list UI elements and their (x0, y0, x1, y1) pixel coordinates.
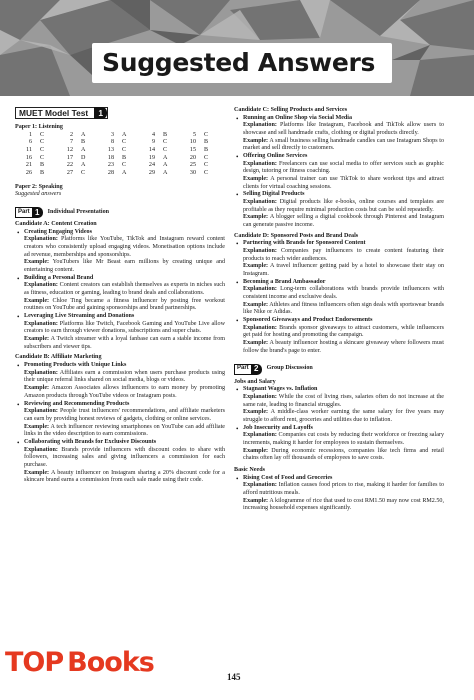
paragraph-text: Platforms like Instagram, Facebook and TikTok allow users to showcase and sell handmade crafts, clothing or digital products directly. (243, 122, 444, 137)
answer-letter: C (204, 162, 209, 169)
explanation-paragraph (15, 370, 225, 385)
paragraph-text: Chloe Ting became a fitness influencer by posting free workout routines on YouTube and gaining sponsorships and brand partnerships. (24, 297, 225, 312)
answer-cell (101, 139, 142, 147)
example-paragraph (234, 176, 444, 191)
paragraph-lead: Example: (24, 385, 50, 392)
answer-cell (101, 162, 142, 170)
explanation-paragraph (234, 122, 444, 137)
example-paragraph (15, 424, 225, 439)
answer-grid (19, 132, 225, 178)
part2-label: Part (234, 364, 251, 375)
answer-number: 1 (28, 131, 32, 138)
paragraph-text: A middle-class worker earning the same salary for five years may struggle to afford rent, groceries and utilities due to inflation. (243, 409, 444, 423)
example-paragraph (234, 340, 444, 355)
answer-letter: A (81, 162, 86, 169)
paragraph-lead: Explanation: (243, 324, 277, 331)
paragraph-text: A beauty influencer on Instagram sharing a 20% discount code for a skincare brand earns a commission from each sale made using their code. (24, 469, 225, 484)
right-column (234, 104, 444, 513)
paragraph-lead: Explanation: (24, 320, 58, 327)
paragraph-lead: Explanation: (243, 482, 277, 489)
bullet-item-title: Job Insecurity and Layoffs (243, 424, 313, 431)
answer-number: 12 (66, 147, 73, 154)
bullet-item (15, 313, 225, 321)
logo-top: TOP (5, 647, 64, 678)
bullet-item-title: Building a Personal Brand (24, 274, 94, 281)
bullet-item (15, 229, 225, 237)
answer-cell (19, 147, 60, 155)
paragraph-text: People trust influencers' recommendations, and affiliate marketers can earn by providing honest reviews of gadgets, clothing or online services. (24, 408, 225, 422)
page-title: Suggested Answers (102, 48, 376, 78)
answer-letter: C (81, 170, 86, 177)
answer-cell (183, 147, 224, 155)
bullet-item-title: Rising Cost of Food and Groceries (243, 474, 333, 481)
answer-letter: A (122, 131, 127, 138)
answer-number: 26 (25, 170, 32, 177)
answer-letter: A (163, 154, 168, 161)
paragraph-text: A Twitch streamer with a loyal fanbase can earn a stable income from subscribers and viewer tips. (24, 336, 225, 350)
paragraph-lead: Explanation: (24, 446, 58, 453)
answer-cell (60, 162, 101, 170)
part2-heading (234, 364, 444, 375)
paragraph-text: Brands sponsor giveaways to attract customers, while influencers get paid for hosting and promoting the campaign. (243, 324, 444, 339)
answer-letter: A (163, 162, 168, 169)
answer-letter: C (40, 154, 45, 161)
paragraph-text: Long-term collaborations with brands provide influencers with consistent income and exclusive deals. (243, 286, 444, 301)
answer-letter: B (204, 147, 209, 154)
answer-letter: A (163, 170, 168, 177)
paragraph-lead: Explanation: (243, 432, 277, 439)
paragraph-lead: Example: (243, 214, 269, 221)
answer-number: 29 (148, 170, 155, 177)
bullet-item-title: Running an Online Shop via Social Media (243, 114, 353, 121)
bullet-item-title: Offering Online Services (243, 153, 308, 160)
answer-letter: B (204, 139, 209, 146)
answer-letter: B (81, 139, 86, 146)
paragraph-lead: Explanation: (243, 160, 277, 167)
answer-cell (19, 170, 60, 178)
example-paragraph (234, 498, 444, 513)
answer-number: 20 (189, 154, 196, 161)
paragraph-lead: Explanation: (243, 286, 277, 293)
example-paragraph (234, 448, 444, 463)
bullet-item-title: Stagnant Wages vs. Inflation (243, 386, 318, 393)
bullet-item (234, 115, 444, 123)
answer-number: 8 (110, 139, 114, 146)
right-bottom-content (234, 379, 444, 513)
bullet-item-title: Promoting Products with Unique Links (24, 362, 127, 369)
bullet-item (234, 425, 444, 433)
answer-number: 25 (189, 162, 196, 169)
paragraph-lead: Example: (243, 497, 269, 504)
answer-letter: B (163, 131, 168, 138)
paragraph-text: YouTubers like Mr Beast earn millions by creating unique and entertaining content. (24, 259, 225, 274)
paragraph-text: During economic recessions, companies like tech firms and retail chains often lay off thousands of employees to save costs. (243, 447, 444, 462)
bullet-item (234, 386, 444, 394)
paragraph-text: A blogger selling a digital cookbook through Pinterest and Instagram can generate passive income. (243, 214, 444, 229)
answer-cell (183, 155, 224, 163)
example-paragraph (234, 214, 444, 229)
answer-cell (101, 155, 142, 163)
answer-letter: A (81, 131, 86, 138)
example-paragraph (15, 470, 225, 485)
explanation-paragraph (234, 482, 444, 497)
answer-cell (183, 170, 224, 178)
example-paragraph (15, 259, 225, 274)
explanation-paragraph (234, 325, 444, 340)
answer-number: 24 (148, 162, 155, 169)
explanation-paragraph (234, 161, 444, 176)
answer-number: 17 (66, 154, 73, 161)
answer-letter: C (40, 131, 45, 138)
answer-number: 30 (189, 170, 196, 177)
paragraph-text: Platforms like Twitch, Facebook Gaming and YouTube Live allow creators to earn through viewer donations, subscriptions and super chats. (24, 320, 225, 335)
bullet-item-title: Sponsored Giveaways and Product Endorsements (243, 317, 373, 324)
paragraph-text: A tech influencer reviewing smartphones on YouTube can add affiliate links in the video description to earn commissions. (24, 423, 225, 438)
answer-letter: C (163, 139, 168, 146)
answer-number: 9 (151, 139, 155, 146)
left-content (15, 221, 225, 485)
bullet-item-title: Creating Engaging Videos (24, 228, 92, 235)
paragraph-lead: Example: (243, 409, 269, 416)
title-box (92, 43, 392, 83)
paragraph-text: A small business selling handmade candles can use Instagram Shops to market and sell directly to customers. (243, 137, 444, 152)
paragraph-text: A beauty influencer hosting a skincare giveaway where followers must follow the brand's page to enter. (243, 340, 444, 354)
answer-number: 22 (66, 162, 73, 169)
right-top-content (234, 107, 444, 356)
bullet-item (15, 439, 225, 447)
answer-cell (19, 162, 60, 170)
answer-cell (60, 139, 101, 147)
answer-number: 4 (151, 131, 155, 138)
explanation-paragraph (15, 321, 225, 336)
answer-letter: B (122, 154, 127, 161)
answer-letter: C (40, 139, 45, 146)
example-paragraph (234, 302, 444, 317)
bullet-item (15, 401, 225, 409)
explanation-paragraph (234, 248, 444, 263)
answer-number: 27 (66, 170, 73, 177)
answer-number: 19 (148, 154, 155, 161)
answer-number: 14 (148, 147, 155, 154)
test-tag (15, 107, 108, 119)
paragraph-lead: Explanation: (24, 408, 58, 415)
answer-letter: C (204, 154, 209, 161)
bullet-item-title: Becoming a Brand Ambassador (243, 278, 326, 285)
answer-cell (142, 155, 183, 163)
bullet-item (234, 475, 444, 483)
paper2-subheading: Suggested answers (15, 191, 62, 198)
answer-cell (101, 132, 142, 140)
answer-number: 23 (107, 162, 114, 169)
part2-title: Group Discussion (266, 365, 313, 372)
part1-heading (15, 207, 225, 218)
bullet-item-title: Collaborating with Brands for Exclusive Discounts (24, 438, 157, 445)
example-paragraph (15, 385, 225, 400)
answer-number: 28 (107, 170, 114, 177)
answer-number: 10 (189, 139, 196, 146)
answer-number: 13 (107, 147, 114, 154)
explanation-paragraph (15, 236, 225, 259)
explanation-paragraph (15, 408, 225, 423)
bullet-item-title: Partnering with Brands for Sponsored Content (243, 240, 366, 247)
paragraph-lead: Explanation: (243, 199, 277, 206)
candidate-heading: Candidate B: Affiliate Marketing (15, 354, 102, 361)
explanation-paragraph (234, 199, 444, 214)
topbooks-logo (5, 646, 154, 680)
part1-number: 1 (32, 207, 43, 218)
answer-cell (101, 170, 142, 178)
paragraph-lead: Explanation: (24, 369, 58, 376)
bullet-item (234, 240, 444, 248)
answer-cell (142, 139, 183, 147)
bullet-item (234, 153, 444, 161)
paper2-heading: Paper 2: Speaking (15, 183, 63, 190)
paragraph-text: While the cost of living rises, salaries often do not increase at the same rate, leading to financial struggles. (243, 393, 444, 408)
explanation-paragraph (234, 432, 444, 447)
answer-cell (183, 132, 224, 140)
candidate-heading: Candidate D: Sponsored Posts and Brand Deals (234, 232, 359, 239)
example-paragraph (15, 298, 225, 313)
paragraph-text: Freelancers can use social media to offer services such as graphic design, tutoring or fitness coaching. (243, 160, 444, 175)
paragraph-lead: Example: (243, 176, 269, 183)
answer-number: 16 (25, 154, 32, 161)
paragraph-lead: Example: (243, 137, 269, 144)
explanation-paragraph (234, 286, 444, 301)
answer-letter: A (81, 147, 86, 154)
part1-title: Individual Presentation (47, 208, 110, 215)
answer-cell (60, 170, 101, 178)
paragraph-text: A travel influencer getting paid by a hotel to showcase their stay on Instagram. (243, 263, 444, 278)
paragraph-lead: Explanation: (243, 248, 277, 255)
header-banner (0, 0, 474, 96)
paragraph-text: A personal trainer can use TikTok to share workout tips and attract clients for virtual coaching sessions. (243, 176, 444, 190)
candidate-heading: Candidate A: Content Creation (15, 221, 97, 228)
paragraph-lead: Explanation: (243, 122, 277, 129)
example-paragraph (15, 336, 225, 351)
answer-cell (183, 139, 224, 147)
bullet-item-title: Selling Digital Products (243, 191, 305, 198)
explanation-paragraph (15, 282, 225, 297)
paragraph-text: Athletes and fitness influencers often sign deals with sportswear brands like Nike or Adidas. (243, 301, 444, 316)
answer-letter: C (122, 139, 127, 146)
paragraph-text: Brands provide influencers with discount codes to share with followers, increasing sales and giving influencers a commission for each purchase. (24, 446, 225, 468)
answer-letter: B (40, 170, 45, 177)
paragraph-lead: Example: (24, 423, 50, 430)
answer-number: 6 (28, 139, 32, 146)
test-tag-number: 1 (94, 107, 107, 119)
answer-number: 2 (69, 131, 73, 138)
paragraph-lead: Example: (243, 301, 269, 308)
bullet-item-title: Leveraging Live Streaming and Donations (24, 313, 135, 320)
answer-number: 18 (107, 154, 114, 161)
answer-cell (60, 132, 101, 140)
answer-number: 21 (25, 162, 32, 169)
answer-cell (142, 170, 183, 178)
answer-letter: C (163, 147, 168, 154)
page-number: 145 (227, 672, 241, 682)
bullet-item (234, 191, 444, 199)
paragraph-lead: Example: (24, 297, 50, 304)
answer-cell (60, 155, 101, 163)
paragraph-text: Inflation causes food prices to rise, making it harder for families to afford nutritious meals. (243, 482, 444, 496)
answer-letter: C (122, 162, 127, 169)
answer-letter: A (122, 170, 127, 177)
bullet-item (234, 279, 444, 287)
paragraph-text: Amazon Associates allows influencers to earn money by promoting Amazon products through YouTube videos or Instagram posts. (24, 385, 225, 399)
section-heading: Basic Needs (234, 466, 265, 473)
answer-letter: D (81, 154, 86, 161)
example-paragraph (234, 263, 444, 278)
paragraph-lead: Explanation: (243, 393, 277, 400)
explanation-paragraph (15, 447, 225, 470)
part1-label: Part (15, 207, 32, 218)
answer-letter: C (122, 147, 127, 154)
bullet-item (15, 275, 225, 283)
paper1-heading: Paper 1: Listening (15, 124, 63, 130)
explanation-paragraph (234, 394, 444, 409)
section-heading: Jobs and Salary (234, 378, 276, 385)
answer-number: 5 (192, 131, 196, 138)
answer-number: 3 (110, 131, 114, 138)
part2-number: 2 (251, 364, 262, 375)
answer-cell (60, 147, 101, 155)
logo-books: Books (67, 647, 154, 678)
paragraph-text: A kilogramme of rice that used to cost RM1.50 may now cost RM2.50, increasing household expenses significantly. (243, 497, 444, 512)
answer-letter: C (40, 147, 45, 154)
paragraph-lead: Explanation: (24, 282, 58, 289)
paragraph-text: Digital products like e-books, online courses and templates are profitable as they require minimal production costs but can be sold repeatedly. (243, 199, 444, 213)
answer-cell (19, 155, 60, 163)
bullet-item (15, 362, 225, 370)
answer-cell (142, 147, 183, 155)
answer-number: 11 (26, 147, 32, 154)
candidate-heading: Candidate C: Selling Products and Services (234, 107, 348, 113)
answer-letter: C (204, 131, 209, 138)
paragraph-lead: Example: (243, 447, 269, 454)
paragraph-lead: Example: (24, 259, 50, 266)
paragraph-lead: Example: (24, 469, 50, 476)
bullet-item (234, 317, 444, 325)
answer-letter: B (40, 162, 45, 169)
paragraph-text: Content creators can establish themselves as experts in niches such as fitness, education or gaming, leading to brand deals and collaborations. (24, 282, 225, 297)
paragraph-text: Platforms like YouTube, TikTok and Instagram reward content creators who consistently upload engaging videos. Monetisation options include ad revenue, memberships and sponsorships. (24, 236, 225, 258)
paragraph-lead: Example: (24, 336, 50, 343)
answer-letter: C (204, 170, 209, 177)
paragraph-text: Affiliates earn a commission when users purchase products using their unique referral links shared on social media, blogs or videos. (24, 369, 225, 384)
answer-cell (142, 132, 183, 140)
answer-number: 15 (189, 147, 196, 154)
example-paragraph (234, 138, 444, 153)
answer-cell (183, 162, 224, 170)
paragraph-text: Companies cut costs by reducing their workforce or freezing salary increments, making it harder for employees to sustain themselves. (243, 432, 444, 446)
paragraph-lead: Example: (243, 340, 269, 347)
bullet-item-title: Reviewing and Recommending Products (24, 400, 130, 407)
paragraph-lead: Explanation: (24, 236, 58, 243)
left-column (15, 104, 225, 485)
paragraph-lead: Example: (243, 263, 269, 270)
test-tag-label: MUET Model Test (19, 107, 89, 118)
answer-cell (19, 139, 60, 147)
paragraph-text: Companies pay influencers to create content featuring their products to reach wider audiences. (243, 248, 444, 262)
answer-cell (101, 147, 142, 155)
answer-number: 7 (69, 139, 73, 146)
example-paragraph (234, 409, 444, 424)
answer-cell (19, 132, 60, 140)
answer-cell (142, 162, 183, 170)
